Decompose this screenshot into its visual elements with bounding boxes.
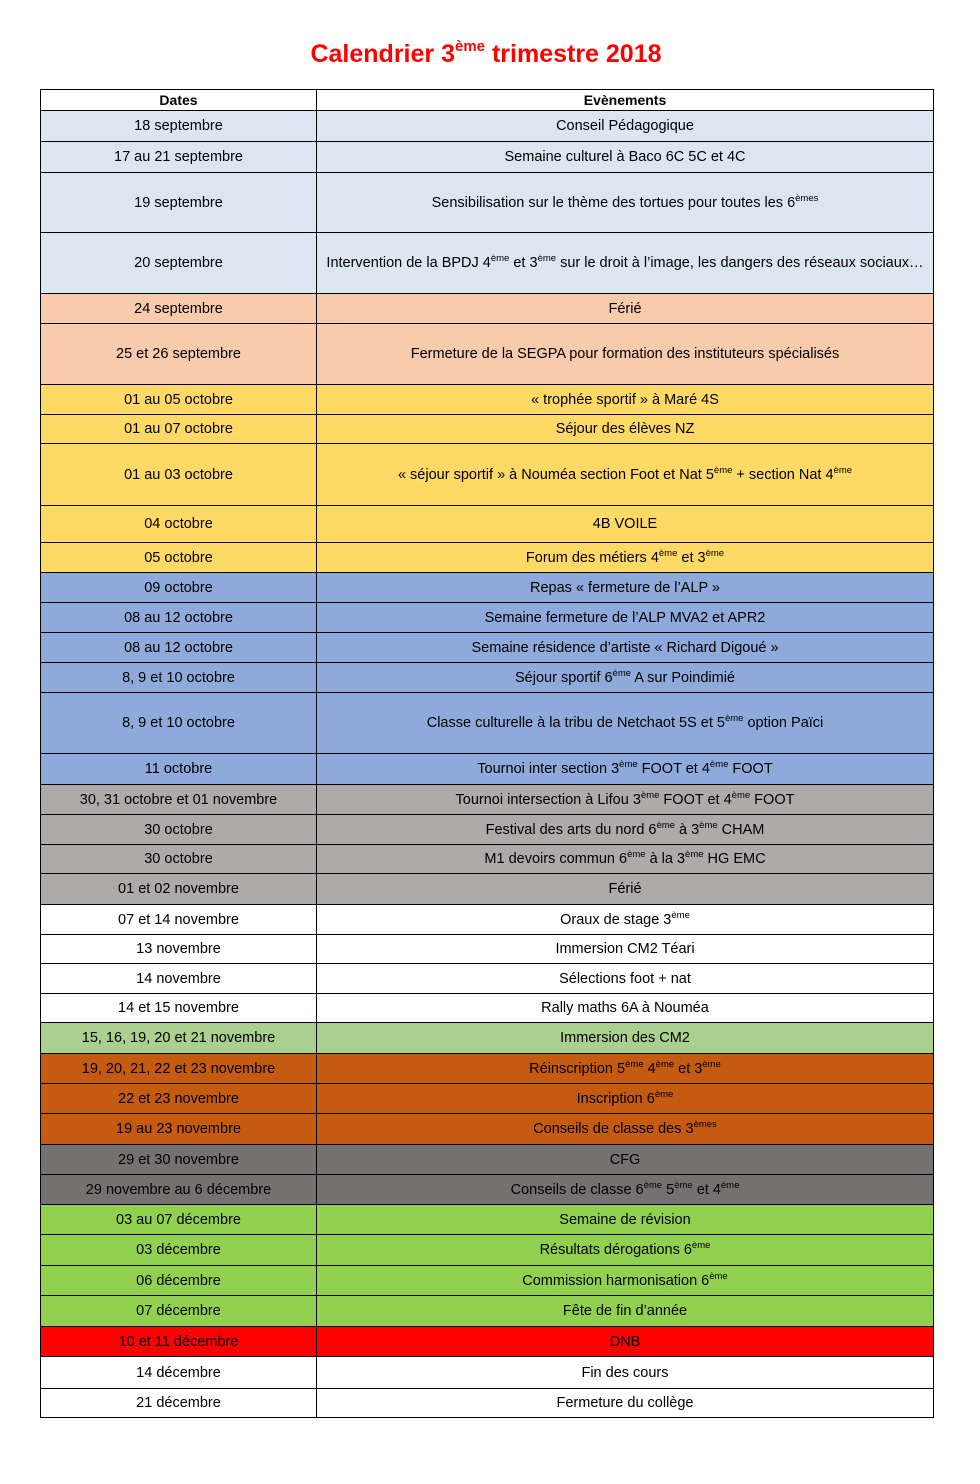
row-date: 19 septembre xyxy=(41,173,317,233)
event-text: Immersion CM2 Téari xyxy=(555,941,695,957)
row-date: 14 décembre xyxy=(41,1357,317,1389)
event-text: Semaine de révision xyxy=(559,1211,691,1228)
row-date: 25 et 26 septembre xyxy=(41,324,317,385)
event-text: M1 devoirs commun 6 xyxy=(484,851,628,867)
event-superscript: ème xyxy=(833,464,853,476)
row-event xyxy=(317,663,934,693)
event-text: 5 xyxy=(662,1181,675,1198)
table-row xyxy=(41,1327,934,1357)
table-row xyxy=(41,1175,934,1205)
row-date: 30 octobre xyxy=(41,845,317,874)
table-row xyxy=(41,294,934,324)
row-date: 05 octobre xyxy=(41,543,317,573)
table-row xyxy=(41,415,934,444)
event-text: « séjour sportif » à Nouméa section Foot et Nat 5 xyxy=(397,466,714,483)
event-text: Oraux de stage 3 xyxy=(560,911,672,928)
row-date: 22 et 23 novembre xyxy=(41,1084,317,1114)
event-text: « trophée sportif » à Maré 4S xyxy=(531,391,719,408)
row-date: 08 au 12 octobre xyxy=(41,633,317,663)
page-title xyxy=(0,38,972,70)
event-superscript: ème xyxy=(643,1179,663,1191)
row-event xyxy=(317,935,934,964)
row-date: 19 au 23 novembre xyxy=(41,1114,317,1145)
event-text: CHAM xyxy=(717,821,765,838)
row-date: 14 et 15 novembre xyxy=(41,994,317,1023)
table-row xyxy=(41,964,934,994)
event-text: Semaine résidence d’artiste « Richard Digoué » xyxy=(471,639,779,656)
table-row xyxy=(41,1296,934,1327)
event-text: Fin des cours xyxy=(581,1364,669,1381)
table-row xyxy=(41,994,934,1023)
table-header-row xyxy=(41,90,934,111)
row-event xyxy=(317,1235,934,1266)
row-date: 8, 9 et 10 octobre xyxy=(41,693,317,754)
event-text: à la 3 xyxy=(645,851,686,867)
row-event xyxy=(317,233,934,294)
event-text: Férié xyxy=(608,300,642,317)
row-event xyxy=(317,845,934,874)
event-text: 4B VOILE xyxy=(592,516,658,532)
event-text: Classe culturelle à la tribu de Netchaot 5S et 5 xyxy=(426,715,725,731)
row-date: 01 et 02 novembre xyxy=(41,874,317,905)
row-event xyxy=(317,573,934,603)
table-row xyxy=(41,142,934,173)
table-row xyxy=(41,754,934,785)
event-text: Tournoi intersection à Lifou 3 xyxy=(455,791,641,808)
row-date: 29 et 30 novembre xyxy=(41,1145,317,1175)
event-superscript: ème xyxy=(658,547,678,559)
event-superscript: èmes xyxy=(795,192,819,204)
row-date: 17 au 21 septembre xyxy=(41,142,317,173)
row-event xyxy=(317,1357,934,1389)
row-event xyxy=(317,1054,934,1084)
event-text: FOOT xyxy=(728,761,773,777)
row-event xyxy=(317,693,934,754)
event-text: et 3 xyxy=(509,255,538,271)
event-superscript: ème xyxy=(619,759,638,770)
row-date: 07 et 14 novembre xyxy=(41,905,317,935)
row-event xyxy=(317,1114,934,1145)
event-text: et 3 xyxy=(674,1060,703,1077)
event-text: Férié xyxy=(608,881,642,897)
table-row xyxy=(41,1145,934,1175)
event-superscript: ème xyxy=(709,1270,728,1282)
row-date: 20 septembre xyxy=(41,233,317,294)
header-dates: Dates xyxy=(41,90,317,111)
row-event xyxy=(317,874,934,905)
table-row xyxy=(41,1084,934,1114)
event-text: Séjour des élèves NZ xyxy=(555,421,695,437)
row-date: 30, 31 octobre et 01 novembre xyxy=(41,785,317,815)
table-row xyxy=(41,1023,934,1054)
event-text: FOOT et 4 xyxy=(659,791,732,808)
row-date: 13 novembre xyxy=(41,935,317,964)
event-superscript: ème xyxy=(654,1088,674,1100)
row-date: 03 au 07 décembre xyxy=(41,1205,317,1235)
event-text: option Païci xyxy=(743,715,824,731)
event-text: Festival des arts du nord 6 xyxy=(485,821,657,838)
table-row xyxy=(41,385,934,415)
row-date: 09 octobre xyxy=(41,573,317,603)
table-row xyxy=(41,573,934,603)
row-event xyxy=(317,633,934,663)
row-date: 24 septembre xyxy=(41,294,317,324)
event-superscript: ème xyxy=(655,1058,675,1070)
row-event xyxy=(317,1389,934,1418)
event-text: FOOT xyxy=(750,791,795,808)
row-event xyxy=(317,1327,934,1357)
table-row xyxy=(41,815,934,845)
row-date: 21 décembre xyxy=(41,1389,317,1418)
event-text: A sur Poindimié xyxy=(631,669,735,686)
table-row xyxy=(41,633,934,663)
row-date: 19, 20, 21, 22 et 23 novembre xyxy=(41,1054,317,1084)
row-event xyxy=(317,1266,934,1296)
event-superscript: ème xyxy=(705,547,725,559)
event-superscript: ème xyxy=(691,1240,711,1251)
event-superscript: ème xyxy=(490,253,510,264)
table-row xyxy=(41,693,934,754)
row-date: 06 décembre xyxy=(41,1266,317,1296)
event-text: sur le droit à l’image, les dangers des réseaux sociaux… xyxy=(556,255,924,271)
calendar-table xyxy=(40,89,934,1418)
row-event xyxy=(317,964,934,994)
event-superscript: ème xyxy=(674,1179,693,1191)
event-superscript: èmes xyxy=(693,1119,717,1130)
table-row xyxy=(41,506,934,543)
row-event xyxy=(317,1205,934,1235)
event-text: 4 xyxy=(643,1060,656,1077)
event-text: et 3 xyxy=(677,549,706,566)
event-text: Sélections foot + nat xyxy=(559,970,691,987)
table-row xyxy=(41,444,934,506)
event-text: Intervention de la BPDJ 4 xyxy=(326,255,491,271)
row-date: 11 octobre xyxy=(41,754,317,785)
event-superscript: ème xyxy=(713,464,733,476)
table-row xyxy=(41,233,934,294)
row-event xyxy=(317,754,934,785)
table-row xyxy=(41,845,934,874)
event-text: Tournoi inter section 3 xyxy=(477,761,620,777)
event-superscript: ème xyxy=(709,759,729,770)
row-event xyxy=(317,294,934,324)
row-event xyxy=(317,1084,934,1114)
row-date: 01 au 03 octobre xyxy=(41,444,317,506)
table-row xyxy=(41,1205,934,1235)
table-row xyxy=(41,603,934,633)
row-event xyxy=(317,142,934,173)
event-text: Semaine fermeture de l’ALP MVA2 et APR2 xyxy=(484,609,766,626)
event-superscript: ème xyxy=(699,819,718,831)
row-event xyxy=(317,1296,934,1327)
event-superscript: ème xyxy=(625,1058,644,1070)
row-event xyxy=(317,444,934,506)
event-text: Immersion des CM2 xyxy=(560,1030,690,1046)
event-text: Sensibilisation sur le thème des tortues pour toutes les 6 xyxy=(431,194,796,211)
row-date: 01 au 07 octobre xyxy=(41,415,317,444)
event-text: DNB xyxy=(609,1333,641,1350)
row-event xyxy=(317,815,934,845)
title-text: Calendrier 3 xyxy=(310,40,455,68)
header-events: Evènements xyxy=(317,90,934,111)
row-date: 07 décembre xyxy=(41,1296,317,1327)
event-superscript: ème xyxy=(627,849,646,860)
event-text: Repas « fermeture de l’ALP » xyxy=(530,579,720,596)
table-row xyxy=(41,1357,934,1389)
event-superscript: ème xyxy=(702,1058,721,1070)
event-superscript: ème xyxy=(724,713,744,724)
table-row xyxy=(41,324,934,385)
event-text: Conseils de classe des 3 xyxy=(533,1121,694,1137)
row-event xyxy=(317,1175,934,1205)
table-row xyxy=(41,1235,934,1266)
table-row xyxy=(41,935,934,964)
row-event xyxy=(317,543,934,573)
table-row xyxy=(41,1389,934,1418)
event-text: et 4 xyxy=(692,1181,721,1198)
table-row xyxy=(41,1054,934,1084)
row-date: 29 novembre au 6 décembre xyxy=(41,1175,317,1205)
table-row xyxy=(41,663,934,693)
row-date: 03 décembre xyxy=(41,1235,317,1266)
event-superscript: ème xyxy=(731,789,751,801)
row-date: 8, 9 et 10 octobre xyxy=(41,663,317,693)
event-text: + section Nat 4 xyxy=(732,466,834,483)
event-superscript: ème xyxy=(537,253,557,264)
event-text: Inscription 6 xyxy=(576,1090,655,1107)
event-text: Fermeture de la SEGPA pour formation des instituteurs spécialisés xyxy=(410,346,840,362)
table-row xyxy=(41,1114,934,1145)
row-event xyxy=(317,1023,934,1054)
table-row xyxy=(41,905,934,935)
row-event xyxy=(317,111,934,142)
event-text: Conseil Pédagogique xyxy=(556,118,694,134)
table-row xyxy=(41,111,934,142)
event-superscript: ème xyxy=(671,909,690,921)
event-text: Conseils de classe 6 xyxy=(510,1181,644,1198)
event-text: Rally maths 6A à Nouméa xyxy=(541,1000,709,1016)
calendar-body xyxy=(41,111,934,1418)
table-row xyxy=(41,785,934,815)
row-date: 15, 16, 19, 20 et 21 novembre xyxy=(41,1023,317,1054)
event-text: CFG xyxy=(609,1151,641,1168)
row-event xyxy=(317,603,934,633)
title-text-suffix: trimestre 2018 xyxy=(485,40,662,68)
event-superscript: ème xyxy=(640,789,660,801)
row-date: 01 au 05 octobre xyxy=(41,385,317,415)
table-row xyxy=(41,874,934,905)
row-event xyxy=(317,506,934,543)
table-row xyxy=(41,1266,934,1296)
event-text: Séjour sportif 6 xyxy=(515,669,613,686)
event-text: FOOT et 4 xyxy=(637,761,710,777)
row-event xyxy=(317,173,934,233)
event-superscript: ème xyxy=(685,849,704,860)
event-text: Forum des métiers 4 xyxy=(525,549,659,566)
event-text: Semaine culturel à Baco 6C 5C et 4C xyxy=(504,149,746,165)
row-date: 08 au 12 octobre xyxy=(41,603,317,633)
row-event xyxy=(317,385,934,415)
event-superscript: ème xyxy=(612,667,632,679)
table-row xyxy=(41,543,934,573)
event-text: HG EMC xyxy=(703,851,766,867)
row-event xyxy=(317,994,934,1023)
event-text: à 3 xyxy=(674,821,700,838)
row-event xyxy=(317,415,934,444)
table-row xyxy=(41,173,934,233)
row-event xyxy=(317,785,934,815)
event-text: Résultats dérogations 6 xyxy=(539,1242,692,1258)
event-text: Commission harmonisation 6 xyxy=(522,1272,710,1289)
event-superscript: ème xyxy=(720,1179,740,1191)
event-text: Fermeture du collège xyxy=(556,1395,694,1411)
row-date: 14 novembre xyxy=(41,964,317,994)
title-superscript: ème xyxy=(454,38,486,55)
row-event xyxy=(317,1145,934,1175)
row-event xyxy=(317,324,934,385)
row-date: 30 octobre xyxy=(41,815,317,845)
event-text: Réinscription 5 xyxy=(529,1060,626,1077)
event-superscript: ème xyxy=(656,819,675,831)
row-date: 04 octobre xyxy=(41,506,317,543)
row-date: 18 septembre xyxy=(41,111,317,142)
row-event xyxy=(317,905,934,935)
event-text: Fête de fin d’année xyxy=(562,1303,688,1319)
row-date: 10 et 11 décembre xyxy=(41,1327,317,1357)
